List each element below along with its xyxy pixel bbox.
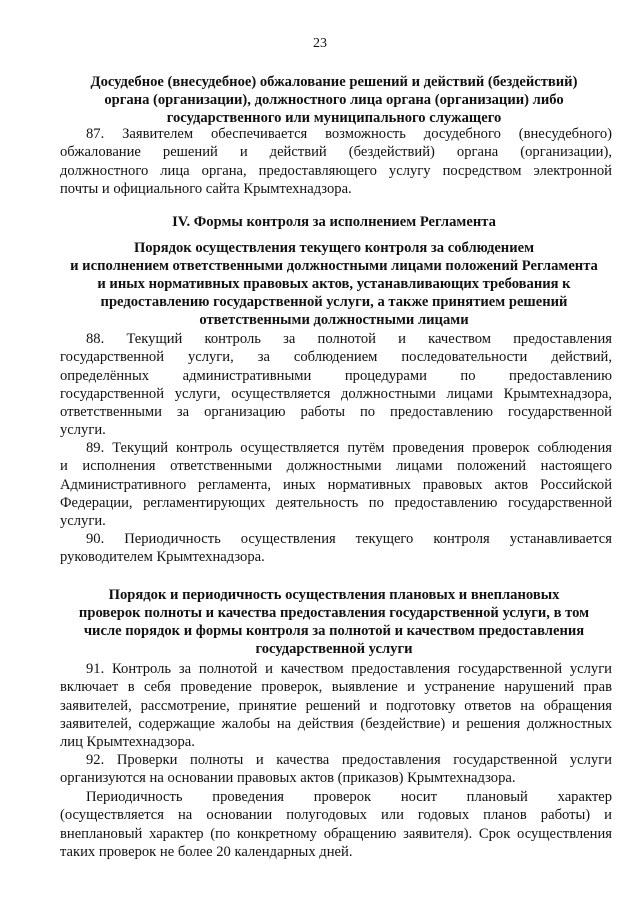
heading-line: ответственными должностными лицами: [199, 312, 469, 328]
paragraph-line: (осуществляется на основании полугодовых или годовых планов работы) и: [60, 807, 612, 824]
paragraph-line: услуги.: [60, 513, 106, 530]
section-heading: [56, 239, 612, 329]
heading-line: Досудебное (внесудебное) обжалование решений и действий (бездействий): [90, 74, 578, 90]
paragraph-line: внеплановый характер (по конкретному обращению заявителя). Срок осуществления: [60, 825, 612, 842]
body-paragraph: [60, 530, 612, 567]
body-paragraph: [60, 751, 612, 788]
paragraph-line: Периодичность проведения проверок носит плановый характер: [86, 789, 612, 805]
paragraph-line: включает в себя проведение проверок, выявление и устранение нарушений прав: [60, 679, 612, 696]
body-paragraph: [60, 330, 612, 440]
heading-line: Порядок осуществления текущего контроля за соблюдением: [133, 240, 535, 256]
paragraph-line: определённых административными процедурами по предоставлению: [60, 367, 612, 384]
paragraph-line: и исполнения ответственными должностными лицами положений настоящего: [60, 458, 612, 475]
paragraph-line: 92. Проверки полноты и качества предоставления государственной услуги: [86, 752, 612, 768]
body-paragraph: [60, 439, 612, 530]
body-paragraph: [60, 788, 612, 861]
paragraph-line: заявителей, содержащие жалобы на действия (бездействие) и решения должностных: [60, 715, 612, 732]
body-paragraph: [60, 660, 612, 751]
heading-line: и исполнением ответственными должностными лицами положений Регламента: [70, 258, 598, 274]
heading-line: проверок полноты и качества предоставления государственной услуги, в том: [78, 605, 590, 621]
body-paragraph: [60, 125, 612, 198]
paragraph-line: услуги.: [60, 422, 106, 439]
paragraph-line: Федерации, регламентирующих деятельность по предоставлению государственной: [60, 494, 612, 511]
paragraph-line: почты и официального сайта Крымтехнадзора.: [60, 180, 352, 197]
heading-line: предоставлению государственной услуги, а также принятием решений: [100, 294, 568, 310]
heading-line: и иных нормативных правовых актов, устанавливающих требования к: [97, 276, 571, 292]
page-number: 23: [313, 36, 327, 51]
heading-line: Порядок и периодичность осуществления плановых и внеплановых: [108, 587, 560, 603]
heading-line: органа (организации), должностного лица органа (организации) либо: [104, 92, 564, 108]
paragraph-line: Административного регламента, иных нормативных правовых актов Российской: [60, 476, 612, 493]
paragraph-line: руководителем Крымтехнадзора.: [60, 549, 265, 566]
section-heading: [56, 73, 612, 127]
paragraph-line: организуются на основании правовых актов (приказов) Крымтехнадзора.: [60, 770, 516, 787]
section-heading: [56, 213, 612, 231]
heading-line: IV. Формы контроля за исполнением Регламента: [172, 214, 496, 230]
paragraph-line: должностного лица органа, предоставляющего услугу посредством электронной: [60, 162, 612, 179]
paragraph-line: таких проверок не более 20 календарных дней.: [60, 843, 353, 860]
heading-line: государственного или муниципального служащего: [166, 110, 502, 126]
heading-line: государственной услуги: [255, 641, 413, 657]
paragraph-line: 89. Текущий контроль осуществляется путём проведения проверок соблюдения: [86, 440, 612, 456]
paragraph-line: лиц Крымтехнадзора.: [60, 734, 195, 751]
paragraph-line: 88. Текущий контроль за полнотой и качеством предоставления: [86, 331, 612, 347]
paragraph-line: 87. Заявителем обеспечивается возможность досудебного (внесудебного): [86, 126, 612, 142]
section-heading: [56, 586, 612, 658]
paragraph-line: государственной услуги, за соблюдением последовательности действий,: [60, 349, 612, 366]
paragraph-line: 91. Контроль за полнотой и качеством предоставления государственной услуги: [86, 661, 612, 677]
paragraph-line: 90. Периодичность осуществления текущего контроля устанавливается: [86, 531, 612, 547]
paragraph-line: обжалование решений и действий (бездействий) органа (организации),: [60, 144, 612, 161]
paragraph-line: государственной услуги, осуществляется должностными лицами Крымтехнадзора,: [60, 385, 612, 402]
heading-line: числе порядок и формы контроля за полнотой и качеством предоставления: [83, 623, 585, 639]
paragraph-line: заявителей, рассмотрение, принятие решений и подготовку ответов на обращения: [60, 697, 612, 714]
paragraph-line: ответственными за организацию работы по предоставлению государственной: [60, 404, 612, 421]
